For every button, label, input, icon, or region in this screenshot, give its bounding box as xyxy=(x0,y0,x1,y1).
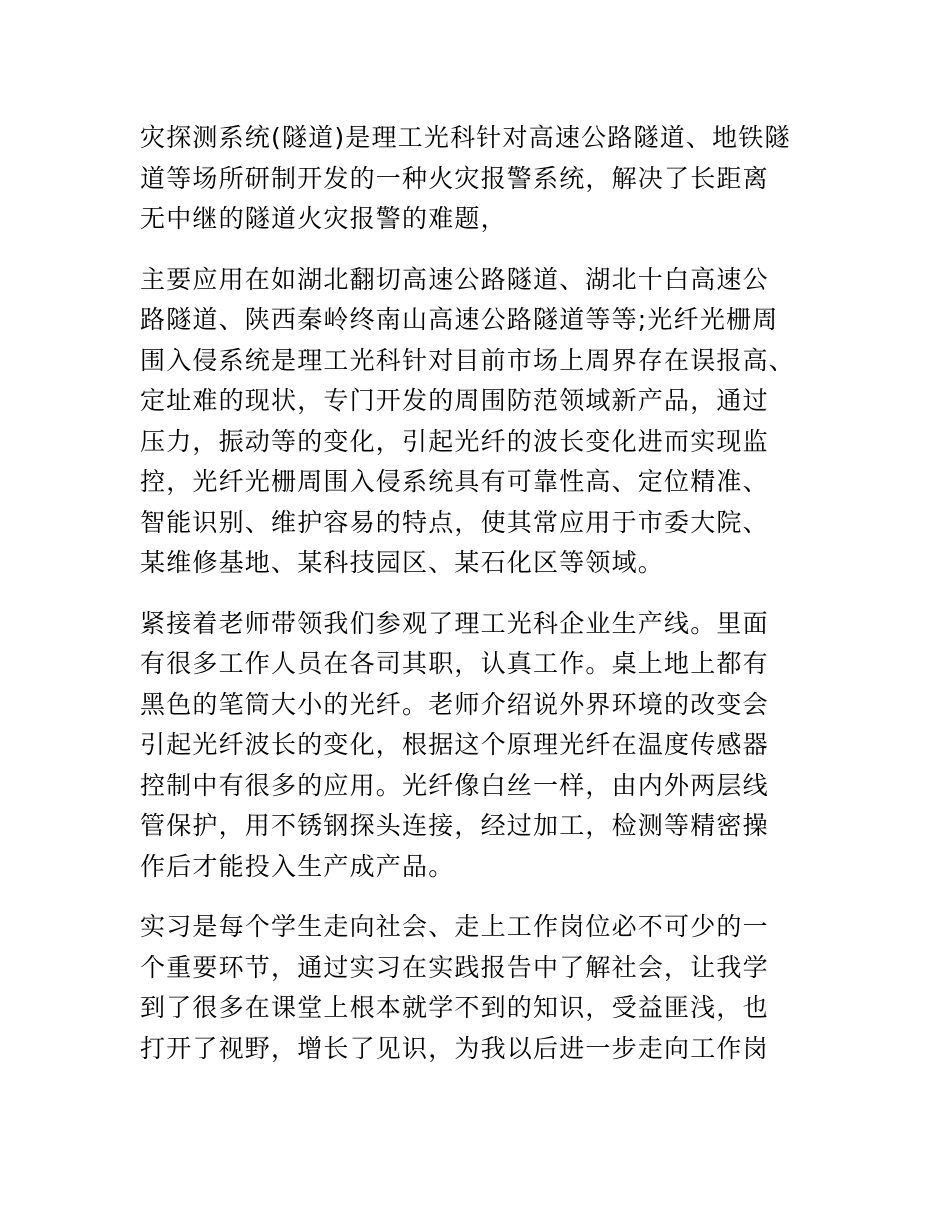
text-line: 无中继的隧道火灾报警的难题， xyxy=(140,204,507,233)
text-line: 个重要环节，通过实习在实践报告中了解社会，让我学 xyxy=(140,952,769,982)
text-line: 引起光纤波长的变化，根据这个原理光纤在温度传感器 xyxy=(140,730,769,759)
text-line: 黑色的笔筒大小的光纤。老师介绍说外界环境的改变会 xyxy=(140,689,769,719)
text-line: 路隧道、陕西秦岭终南山高速公路隧道等等;光纤光栅周 xyxy=(140,305,779,334)
text-line: 控制中有很多的应用。光纤像白丝一样，由内外两层线 xyxy=(140,770,769,800)
text-line: 作后才能投入生产成产品。 xyxy=(140,851,455,881)
text-line: 有很多工作人员在各司其职，认真工作。桌上地上都有 xyxy=(140,649,769,678)
text-line: 压力，振动等的变化，引起光纤的波长变化进而实现监 xyxy=(140,426,769,456)
text-line: 实习是每个学生走向社会、走上工作岗位必不可少的一 xyxy=(140,912,769,941)
text-line: 围入侵系统是理工光科针对目前市场上周界存在误报高、 xyxy=(140,345,796,375)
paragraph-internship-reflection xyxy=(140,907,812,1069)
text-line: 控，光纤光栅周围入侵系统具有可靠性高、定位精准、 xyxy=(140,467,769,496)
paragraph-production-line-visit xyxy=(140,604,812,888)
text-line: 紧接着老师带领我们参观了理工光科企业生产线。里面 xyxy=(140,608,769,638)
document-body xyxy=(140,118,812,1089)
text-line: 灾探测系统(隧道)是理工光科针对高速公路隧道、地铁隧 xyxy=(140,123,791,152)
paragraph-applications xyxy=(140,260,812,584)
text-line: 定址难的现状，专门开发的周围防范领域新产品，通过 xyxy=(140,386,769,415)
text-line: 到了很多在课堂上根本就学不到的知识，受益匪浅，也 xyxy=(140,993,769,1022)
text-line: 某维修基地、某科技园区、某石化区等领域。 xyxy=(140,548,665,577)
text-line: 打开了视野，增长了见识，为我以后进一步走向工作岗 xyxy=(140,1033,769,1063)
paragraph-tunnel-fire-detection xyxy=(140,118,812,240)
text-line: 管保护，用不锈钢探头连接，经过加工，检测等精密操 xyxy=(140,811,769,840)
text-line: 主要应用在如湖北翻切高速公路隧道、湖北十白高速公 xyxy=(140,264,769,294)
text-line: 道等场所研制开发的一种火灾报警系统，解决了长距离 xyxy=(140,163,769,193)
text-line: 智能识别、维护容易的特点，使其常应用于市委大院、 xyxy=(140,507,769,537)
